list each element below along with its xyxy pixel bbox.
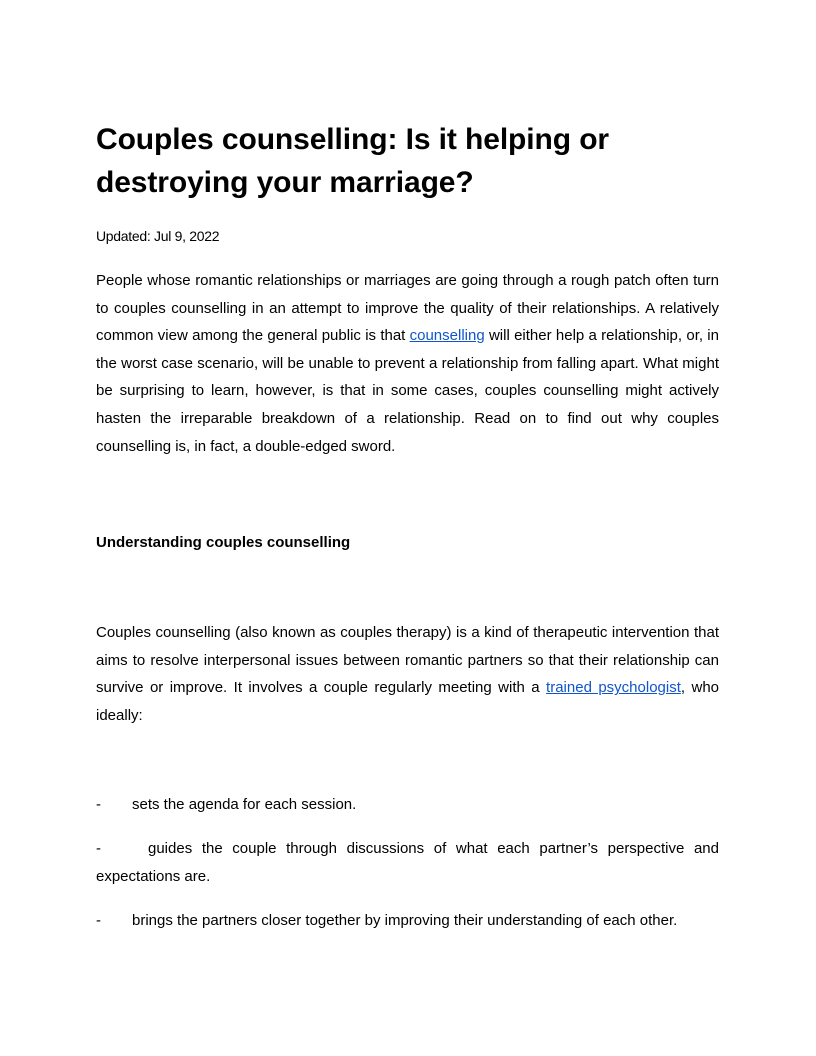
updated-date: Updated: Jul 9, 2022 xyxy=(96,228,220,244)
list-dash: - xyxy=(96,840,101,858)
list-dash: - xyxy=(96,795,101,813)
list-item xyxy=(96,791,719,819)
intro-text-after: will either help a relationship, or, in the worst case scenario, will be unable to prevent a relationship from falling apart. What might be surprising to learn, however, is that in some cases, couples counselling might actively hasten the irreparable breakdown of a relationship. Read on to find out why couples counselling is, in fact, a double-edged sword. xyxy=(96,327,719,455)
document-page xyxy=(96,118,719,952)
list-dash: - xyxy=(96,912,101,930)
list-item xyxy=(96,907,719,935)
list-item xyxy=(96,835,719,890)
list-item-text: guides the couple through discussions of what each partner’s perspective and expectations are. xyxy=(96,840,719,885)
intro-paragraph xyxy=(96,267,719,460)
intro-text-before: People whose romantic relationships or marriages are going through a rough patch often turn to couples counselling in an attempt to improve the quality of their relationships. A relatively common view among the general public is that xyxy=(96,272,719,345)
responsibilities-list xyxy=(96,791,719,935)
section-heading: Understanding couples counselling xyxy=(96,534,351,552)
list-item-text: brings the partners closer together by improving their understanding of each other. xyxy=(132,912,678,930)
article-title: Couples counselling: Is it helping or destroying your marriage? xyxy=(96,123,609,199)
trained-psychologist-link[interactable]: trained psychologist xyxy=(546,679,681,697)
section-paragraph xyxy=(96,619,719,729)
section-text-before: Couples counselling (also known as couples therapy) is a kind of therapeutic intervention that aims to resolve interpersonal issues between romantic partners so that their relationship can survive or improve. It involves a couple regularly meeting with a xyxy=(96,624,719,697)
section-text-after: , who ideally: xyxy=(96,679,720,724)
list-item-text: sets the agenda for each session. xyxy=(132,795,357,813)
counselling-link[interactable]: counselling xyxy=(409,327,485,345)
